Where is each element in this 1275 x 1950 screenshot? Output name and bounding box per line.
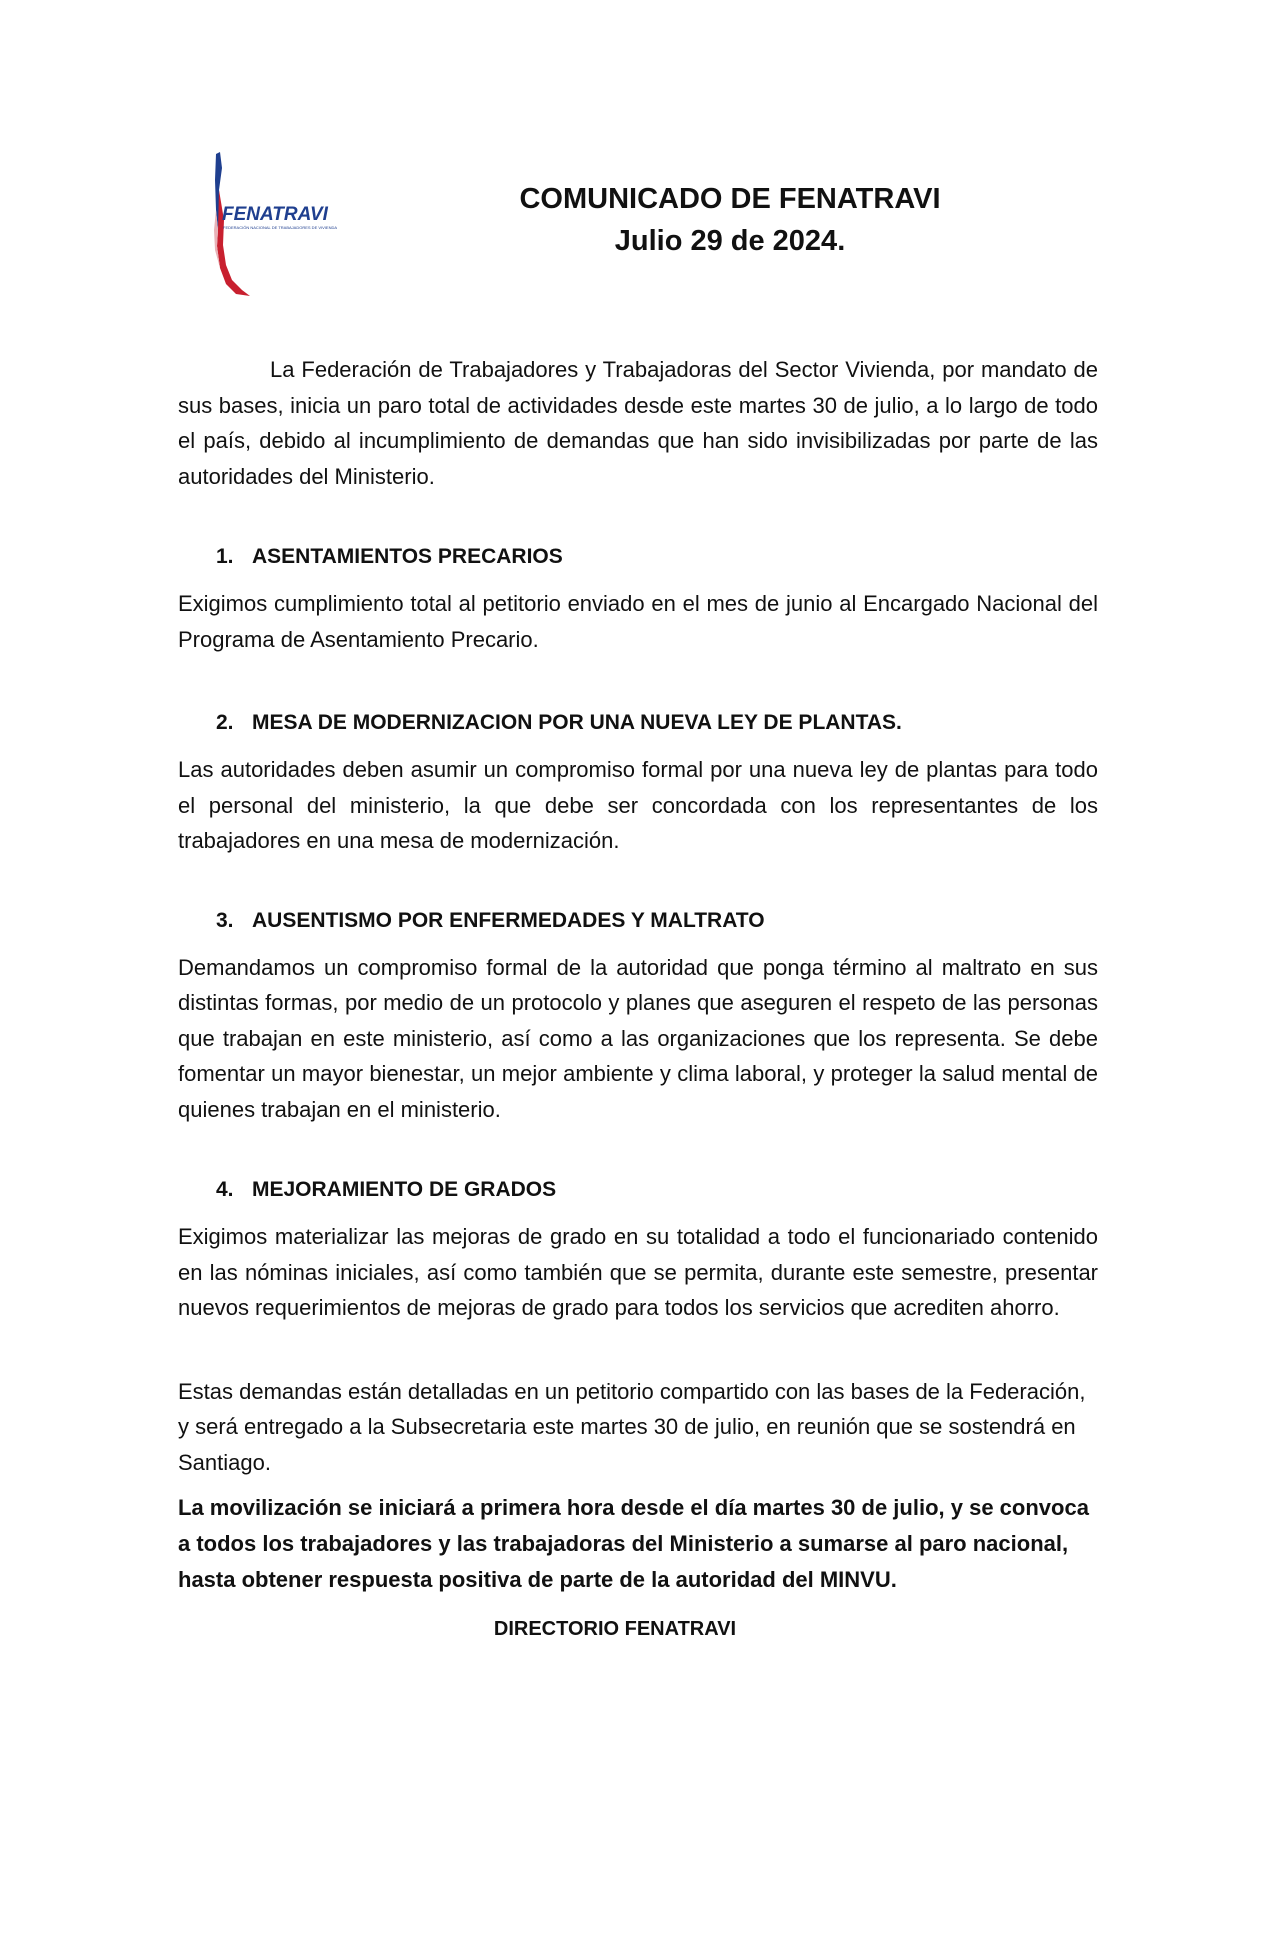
section-number: 4. — [216, 1178, 234, 1201]
document-header — [420, 178, 1040, 262]
call-to-action-paragraph: La movilización se iniciará a primera hora desde el día martes 30 de julio, y se convoca a todos los trabajadores y las trabajadoras del Ministerio a sumarse al paro nacional, hasta obtener respuesta positiva de parte de la autoridad del MINVU. — [178, 1495, 1089, 1592]
chile-map-logo-icon — [206, 150, 338, 300]
document-title: COMUNICADO DE FENATRAVI — [519, 183, 941, 215]
section-title: MESA DE MODERNIZACION POR UNA NUEVA LEY DE PLANTAS. — [252, 711, 902, 734]
section-title: AUSENTISMO POR ENFERMEDADES Y MALTRATO — [252, 908, 765, 932]
intro-paragraph: La Federación de Trabajadores y Trabajadoras del Sector Vivienda, por mandato de sus bases, inicia un paro total de actividades desde este martes 30 de julio, a lo largo de todo el país, debido al incumplimiento de demandas que han sido invisibilizadas por parte de las autoridades del Ministerio. — [178, 357, 1098, 489]
document-body — [178, 352, 1098, 1648]
section-2-heading — [216, 708, 1098, 738]
section-number: 2. — [216, 711, 234, 734]
section-4-heading — [216, 1175, 1098, 1205]
section-3-body: Demandamos un compromiso formal de la autoridad que ponga término al maltrato en sus distintas formas, por medio de un protocolo y planes que aseguren el respeto de las personas que trabajan en este ministerio, así como a las organizaciones que los representa. Se debe fomentar un mayor bienestar, un mejor ambiente y clima laboral, y proteger la salud mental de quienes trabajan en el ministerio. — [178, 954, 1098, 1122]
section-3-heading — [216, 906, 1098, 936]
section-number: 3. — [216, 908, 234, 932]
section-4-body: Exigimos materializar las mejoras de grado en su totalidad a todo el funcionariado contenido en las nóminas iniciales, así como también que se permita, durante este semestre, presentar nuevos requerimientos de mejoras de grado para todos los servicios que acrediten ahorro. — [178, 1224, 1098, 1320]
closing-paragraph: Estas demandas están detalladas en un petitorio compartido con las bases de la Federación, y será entregado a la Subsecretaria este martes 30 de julio, en reunión que se sostendrá en Santiago. — [178, 1378, 1086, 1475]
section-2-body: Las autoridades deben asumir un compromiso formal por una nueva ley de plantas para todo el personal del ministerio, la que debe ser concordada con los representantes de los trabajadores en una mesa de modernización. — [178, 757, 1098, 853]
section-title: ASENTAMIENTOS PRECARIOS — [252, 545, 563, 568]
fenatravi-logo — [206, 150, 338, 300]
signature: DIRECTORIO FENATRAVI — [493, 1618, 737, 1640]
section-1-body: Exigimos cumplimiento total al petitorio enviado en el mes de junio al Encargado Nacional del Programa de Asentamiento Precario. — [178, 591, 1098, 652]
section-number: 1. — [216, 545, 234, 568]
svg-text:FENATRAVI: FENATRAVI — [222, 204, 328, 225]
svg-text:FEDERACIÓN NACIONAL DE TRABAJA: FEDERACIÓN NACIONAL DE TRABAJADORES DE VIVIENDA — [223, 225, 338, 230]
section-title: MEJORAMIENTO DE GRADOS — [252, 1178, 557, 1201]
section-1-heading — [216, 542, 1098, 572]
document-date: Julio 29 de 2024. — [614, 225, 846, 257]
